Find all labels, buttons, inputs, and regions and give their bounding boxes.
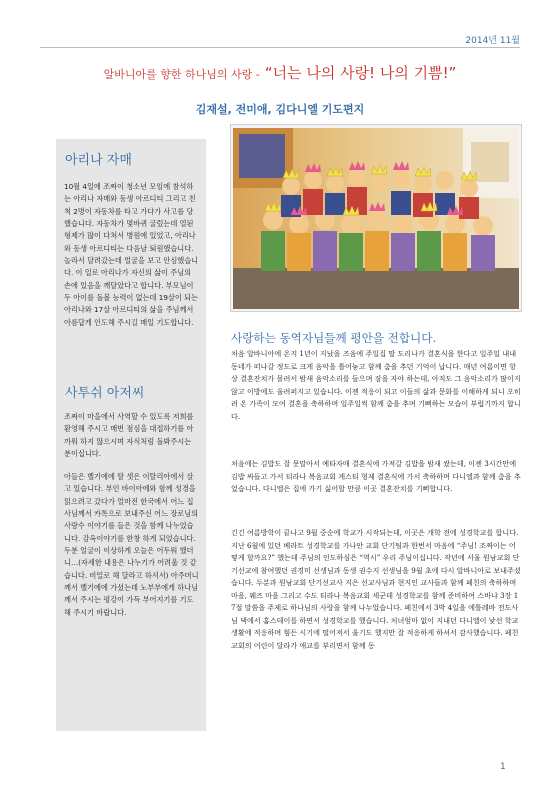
sidebar-section-title-arina: 아리나 자매: [65, 153, 132, 168]
sidebar-section-body-satush-2: 아들은 벨기에에 딸 셋은 이탈리아에서 살고 있습니다. 부인 바이아에와 함께 성경을 읽으려고 갔다가 얼마전 한국에서 어느 집사님께서 카톡으로 보내주신 어느 장로님의 사랑수 이야기를 들은 것을 함께 나누었습니다. 감옥이야기를 한창 하게 되었습니다. 두분 얼굴이 이상하게 오늘은 어두워 했더니…(자세한 내용은 나누기가 어려울 것 같습니다. 비밀로 해 달라고 하셔서) 아주머니께서 벨기에에 가셨는데 노부부에게 하나님께서 주시는 평강이 가득 부어지기를 기도해 주시기 바랍니다.: [64, 472, 199, 617]
headline: [40, 62, 520, 83]
group-photo: [233, 128, 519, 309]
sidebar-section-body-satush-1: 조짜이 마을에서 사역할 수 있도록 저희를 환영해 주시고 매번 점심을 대접하기를 아까워 하지 않으시며 자식처럼 돌봐주시는 분이십니다.: [64, 412, 194, 459]
newsletter-date: 2014년 11월: [465, 36, 520, 46]
letter-title: 사랑하는 동역자님들께 평안을 전합니다.: [231, 331, 437, 345]
letter-paragraph-2: 처음에는 김밥도 잘 못말아서 예타자매 결혼식에 가져갈 김밥을 밤새 쌌는데, 이젠 3시간만에 김밥 싸들고 가서 티라나 복음교회 게스티 형제 결혼식에 가서 축하하며 다니엘과 함께 춤을 추었습니다. 다니엘은 집에 가기 싫어할 만큼 이곳 결혼잔치를 기뻐합니다.: [231, 459, 521, 494]
page-number: 1: [500, 762, 506, 772]
headline-main: “너는 나의 사랑! 나의 기쁨!”: [264, 64, 457, 82]
sidebar-section-title-satush: 사투쉬 아저씨: [65, 386, 145, 401]
letter-paragraph-3: 긴긴 여름방학이 끝나고 9월 중순에 학교가 시작되는데, 이곳은 개학 전에 성경학교를 합니다. 지난 6월에 있던 베라트 성경학교를 가나안 교회 단기팀과 한번서 마음에 “주님! 조짜이는 어떻게 할까요?” 했는데 주님의 인도하심은 “역시” 우리 주님이십니다. 작년에 서울 원남교회 단기선교에 참여했던 권경미 선생님과 동생 권수지 선생님을 9월 초에 다시 알바니아로 보내주셨습니다. 두분과 원남교회 단기선교사 지은 선교사님과 현지인 교사들과 함께 페친의 축하하며 마을, 웨즈 마을 그리고 수도 티라나 복음교회 세군데 성경학교를 함께 준비하여 스바냐 3장 17절 말씀을 주제로 하나님의 사랑을 함께 나누었습니다. 페친에서 3박 4일을 에틀레바 전도사님 댁에서 홈스테이를 하면서 성경학교를 했습니다. 처녀엄마 없이 지내던 다니엘이 낯선 학교 생활에 적응하며 힘든 시기에 떨어져서 울기도 했지만 잘 적응하게 하셔서 감사했습니다. 페친교회의 어린이 달라가 애교를 부리면서 함께 동: [231, 528, 521, 650]
header-divider: [40, 47, 520, 48]
letter-paragraph-1: 처음 알바니아에 온지 1년이 지났을 즈음에 주일집 딸 도리나가 결혼식을 한다고 일주일 내내 동네가 떠나갈 정도로 크게 음악을 틀어놓고 함께 춤을 추던 기억이 납니다. 매년 여름이면 항상 결혼잔치가 몰려서 밤새 음악소리를 들으며 잠을 자야 하는데, 아직도 그 음악소리가 많이지 않고 이방에도 울려퍼지고 있습니다. 이젠 적응이 되고 이들의 삶과 문화를 이해하게 되니 오히려 온 가족이 모여 결혼을 축하하며 일주일씩 함께 춤을 추며 기뻐하는 모습이 부럽기까지 합니다.: [231, 349, 521, 421]
sidebar-section-body-arina: 10월 4일에 조짜이 청소년 모임에 참석하는 아리나 자매와 동생 아르디티 그리고 친척 2명이 자동차를 타고 가다가 사고를 당했습니다. 자동차가 몇바퀴 굴렀는데 열된 형제가 많이 다쳐서 병원에 있었고, 아리나와 동생 아르디티는 다음날 퇴원했습니다. 놀라서 달려갔는데 얼굴을 보고 안심했습니다. 이 일로 아리나가 자신의 삶이 주님의 손에 있음을 깨달았다고 합니다. 부모님이 두 아이를 돌볼 능력이 없는데 19살이 되는 아리나와 17살 아르디티의 삶을 주님께서 아름답게 인도해 주시길 매일 기도합니다.: [64, 182, 199, 327]
newsletter-subtitle: 김재설, 전미애, 김다니엘 기도편지: [195, 103, 365, 116]
headline-prefix: 알바니아를 향한 하나님의 사랑 -: [103, 68, 260, 81]
